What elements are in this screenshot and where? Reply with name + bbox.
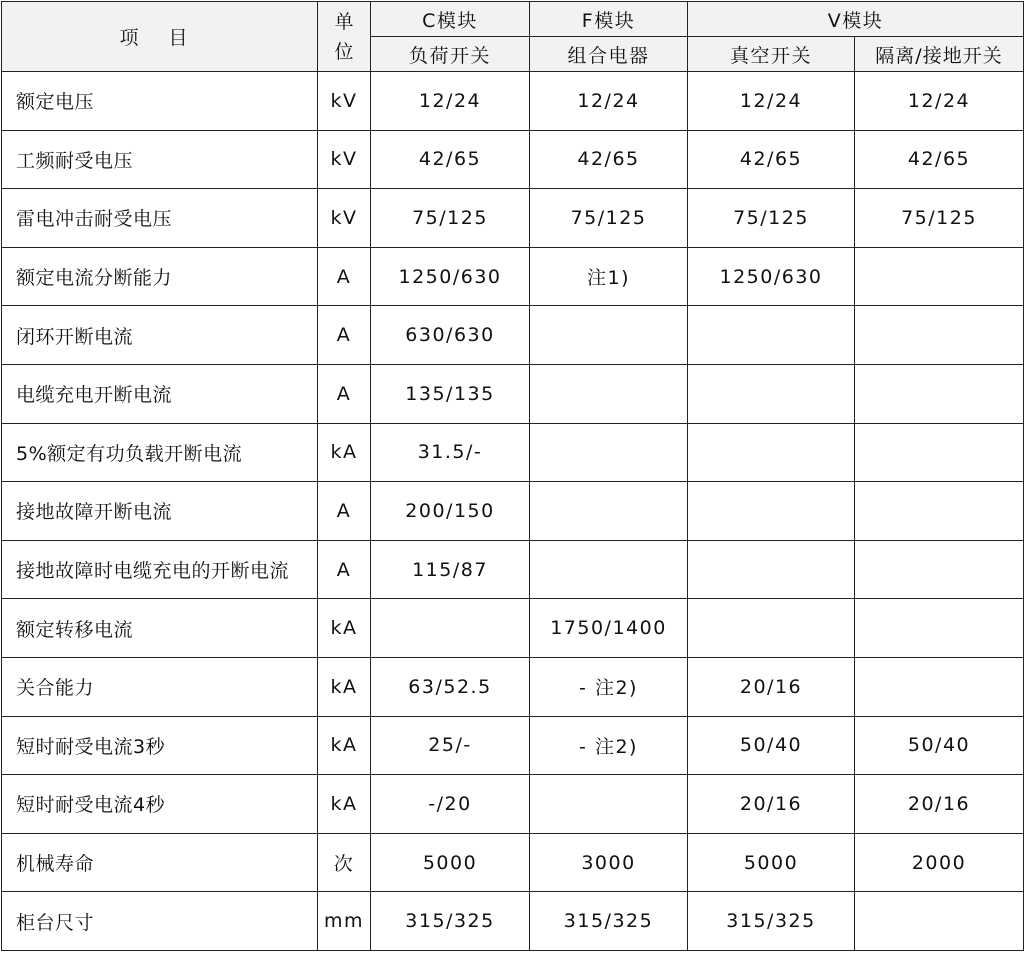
row-unit: A <box>318 482 371 541</box>
row-unit: kA <box>318 775 371 834</box>
row-unit: mm <box>318 892 371 951</box>
row-c-value <box>371 599 530 658</box>
row-v1-value: 20/16 <box>688 775 855 834</box>
row-item: 5%额定有功负载开断电流 <box>2 423 318 482</box>
row-v1-value <box>688 306 855 365</box>
table-row <box>2 130 1024 189</box>
row-item: 接地故障时电缆充电的开断电流 <box>2 540 318 599</box>
row-v1-value <box>688 364 855 423</box>
row-item: 闭环开断电流 <box>2 306 318 365</box>
row-item: 短时耐受电流4秒 <box>2 775 318 834</box>
row-unit: 次 <box>318 833 371 892</box>
header-row-1 <box>2 2 1024 37</box>
row-c-value: 31.5/- <box>371 423 530 482</box>
row-v2-value: 12/24 <box>855 72 1024 131</box>
row-f-value: 42/65 <box>530 130 688 189</box>
row-item: 关合能力 <box>2 657 318 716</box>
row-item: 雷电冲击耐受电压 <box>2 189 318 248</box>
row-v2-value: 50/40 <box>855 716 1024 775</box>
table-row <box>2 540 1024 599</box>
row-c-value: 75/125 <box>371 189 530 248</box>
row-c-value: 200/150 <box>371 482 530 541</box>
row-unit: A <box>318 247 371 306</box>
row-f-value <box>530 775 688 834</box>
row-unit: kV <box>318 130 371 189</box>
table-row <box>2 775 1024 834</box>
row-v2-value <box>855 247 1024 306</box>
row-v1-value: 42/65 <box>688 130 855 189</box>
row-f-value: - 注2) <box>530 657 688 716</box>
row-v1-value <box>688 482 855 541</box>
row-c-value: 115/87 <box>371 540 530 599</box>
row-f-value <box>530 364 688 423</box>
row-item: 额定电压 <box>2 72 318 131</box>
table-row <box>2 423 1024 482</box>
header-unit-text: 单位 <box>334 10 354 63</box>
row-item: 额定电流分断能力 <box>2 247 318 306</box>
row-f-value: 3000 <box>530 833 688 892</box>
row-item: 机械寿命 <box>2 833 318 892</box>
row-f-value: 12/24 <box>530 72 688 131</box>
row-f-value: 75/125 <box>530 189 688 248</box>
row-c-value: -/20 <box>371 775 530 834</box>
row-c-value: 135/135 <box>371 364 530 423</box>
header-c-sub: 负荷开关 <box>371 37 530 72</box>
table-row <box>2 657 1024 716</box>
header-v-sub1: 真空开关 <box>688 37 855 72</box>
row-f-value: 315/325 <box>530 892 688 951</box>
row-v1-value: 5000 <box>688 833 855 892</box>
row-c-value: 25/- <box>371 716 530 775</box>
row-v1-value: 50/40 <box>688 716 855 775</box>
row-f-value: 1750/1400 <box>530 599 688 658</box>
row-v2-value: 20/16 <box>855 775 1024 834</box>
row-f-value <box>530 540 688 599</box>
table-row <box>2 72 1024 131</box>
row-c-value: 42/65 <box>371 130 530 189</box>
row-v1-value: 12/24 <box>688 72 855 131</box>
header-f-module: F模块 <box>530 2 688 37</box>
row-v1-value: 20/16 <box>688 657 855 716</box>
row-v2-value <box>855 364 1024 423</box>
header-v-module: V模块 <box>688 2 1024 37</box>
row-unit: A <box>318 540 371 599</box>
row-item: 电缆充电开断电流 <box>2 364 318 423</box>
row-unit: kV <box>318 189 371 248</box>
header-v-sub2: 隔离/接地开关 <box>855 37 1024 72</box>
row-v1-value: 75/125 <box>688 189 855 248</box>
row-f-value: - 注2) <box>530 716 688 775</box>
table-row <box>2 892 1024 951</box>
table-row <box>2 833 1024 892</box>
row-v2-value <box>855 599 1024 658</box>
row-item: 接地故障开断电流 <box>2 482 318 541</box>
table-row <box>2 599 1024 658</box>
row-unit: kA <box>318 716 371 775</box>
row-unit: A <box>318 306 371 365</box>
row-v2-value: 75/125 <box>855 189 1024 248</box>
spec-table <box>1 1 1024 951</box>
row-f-value <box>530 482 688 541</box>
row-unit: kA <box>318 657 371 716</box>
row-v1-value: 1250/630 <box>688 247 855 306</box>
row-f-value: 注1) <box>530 247 688 306</box>
row-v2-value: 42/65 <box>855 130 1024 189</box>
table-row <box>2 247 1024 306</box>
row-item: 短时耐受电流3秒 <box>2 716 318 775</box>
row-v2-value <box>855 892 1024 951</box>
header-unit <box>318 2 371 72</box>
row-v1-value <box>688 423 855 482</box>
row-v2-value <box>855 423 1024 482</box>
header-f-sub: 组合电器 <box>530 37 688 72</box>
row-f-value <box>530 423 688 482</box>
row-c-value: 630/630 <box>371 306 530 365</box>
table-row <box>2 482 1024 541</box>
row-v2-value <box>855 482 1024 541</box>
table-row <box>2 189 1024 248</box>
row-unit: kA <box>318 599 371 658</box>
row-v2-value <box>855 657 1024 716</box>
row-item: 额定转移电流 <box>2 599 318 658</box>
row-c-value: 1250/630 <box>371 247 530 306</box>
row-v1-value <box>688 599 855 658</box>
row-v1-value: 315/325 <box>688 892 855 951</box>
header-c-module: C模块 <box>371 2 530 37</box>
row-unit: kV <box>318 72 371 131</box>
header-item: 项 目 <box>2 2 318 72</box>
row-v2-value: 2000 <box>855 833 1024 892</box>
row-unit: kA <box>318 423 371 482</box>
table-row <box>2 364 1024 423</box>
row-item: 柜台尺寸 <box>2 892 318 951</box>
row-f-value <box>530 306 688 365</box>
row-unit: A <box>318 364 371 423</box>
row-v2-value <box>855 540 1024 599</box>
row-c-value: 5000 <box>371 833 530 892</box>
row-v1-value <box>688 540 855 599</box>
table-row <box>2 716 1024 775</box>
table-header <box>2 2 1024 72</box>
table-body <box>2 72 1024 951</box>
row-c-value: 63/52.5 <box>371 657 530 716</box>
row-c-value: 12/24 <box>371 72 530 131</box>
row-c-value: 315/325 <box>371 892 530 951</box>
table-row <box>2 306 1024 365</box>
row-item: 工频耐受电压 <box>2 130 318 189</box>
row-v2-value <box>855 306 1024 365</box>
